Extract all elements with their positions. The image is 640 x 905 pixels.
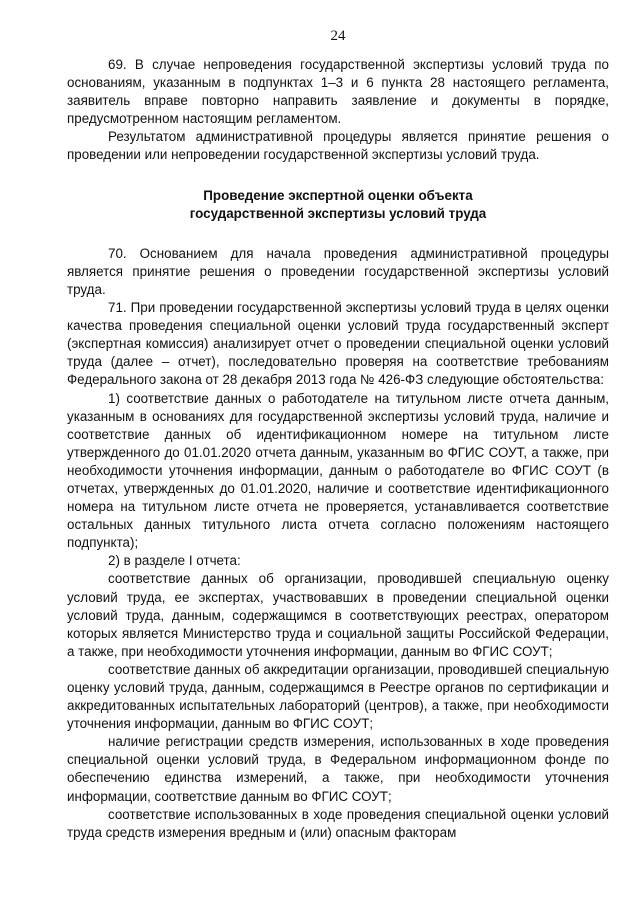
- item-organization-data: соответствие данных об организации, проводившей специальную оценку условий труда, ее экспертах, участвовавших в проведении специальной оценки условий труда, данным, содержащимся в соответствующих реестрах, оператором которых является Министерство труда и социальной защиты Российской Федерации, а также, при необходимости уточнения информации, данным во ФГИС СОУТ;: [67, 571, 609, 659]
- section-heading-line-2: государственной экспертизы условий труда: [189, 205, 487, 221]
- paragraph-procedure-result: Результатом административной процедуры является принятие решения о проведении или непроведении государственной экспертизы условий труда.: [67, 129, 609, 163]
- document-page: [67, 26, 609, 842]
- paragraph-70: 70. Основанием для начала проведения административной процедуры является принятие решения о проведении государственной экспертизы условий труда.: [67, 245, 609, 297]
- item-measurement-factors: соответствие использованных в ходе проведения специальной оценки условий труда средств измерения вредным и (или) опасным факторам: [67, 806, 609, 840]
- section-heading: [67, 187, 609, 223]
- item-measurement-registration: наличие регистрации средств измерения, использованных в ходе проведения специальной оценки условий труда, в Федеральном информационном фонде по обеспечению единства измерений, а также, при необходимости уточнения информации, соответствие данным во ФГИС СОУТ;: [67, 734, 609, 804]
- subitem-1-title-page: 1) соответствие данных о работодателе на титульном листе отчета данным, указанным в основаниях для государственной экспертизы условий труда, наличие и соответствие данных об идентификационном номере на титульном листе утвержденного до 01.01.2020 отчета данным, указанным во ФГИС СОУТ, а также, при необходимости уточнения информации, данным о работодателе во ФГИС СОУТ (в отчетах, утвержденных до 01.01.2020, наличие и соответствие идентификационного номера на титульном листе отчета не проверяется, устанавливается соответствие остальных данных титульного листа отчета согласно положениям настоящего подпункта);: [67, 390, 609, 551]
- subitem-2-section-i: 2) в разделе I отчета:: [108, 553, 241, 569]
- section-heading-line-1: Проведение экспертной оценки объекта: [203, 187, 473, 203]
- page-number: 24: [330, 28, 346, 44]
- paragraph-71: 71. При проведении государственной экспертизы условий труда в целях оценки качества проведения специальной оценки условий труда государственный эксперт (экспертная комиссия) анализирует отчет о проведении специальной оценки условий труда (далее – отчет), последовательно проверяя на соответствие требованиям Федерального закона от 28 декабря 2013 года № 426-ФЗ следующие обстоятельства:: [67, 300, 609, 388]
- paragraph-69: 69. В случае непроведения государственной экспертизы условий труда по основаниям, указанным в подпунктах 1–3 и 6 пункта 28 настоящего регламента, заявитель вправе повторно направить заявление и документы в порядке, предусмотренном настоящим регламентом.: [67, 57, 609, 127]
- item-accreditation-data: соответствие данных об аккредитации организации, проводившей специальную оценку условий труда, данным, содержащимся в Реестре органов по сертификации и аккредитованных испытательных лабораторий (центров), а также, при необходимости уточнения информации, данным во ФГИС СОУТ;: [67, 661, 609, 732]
